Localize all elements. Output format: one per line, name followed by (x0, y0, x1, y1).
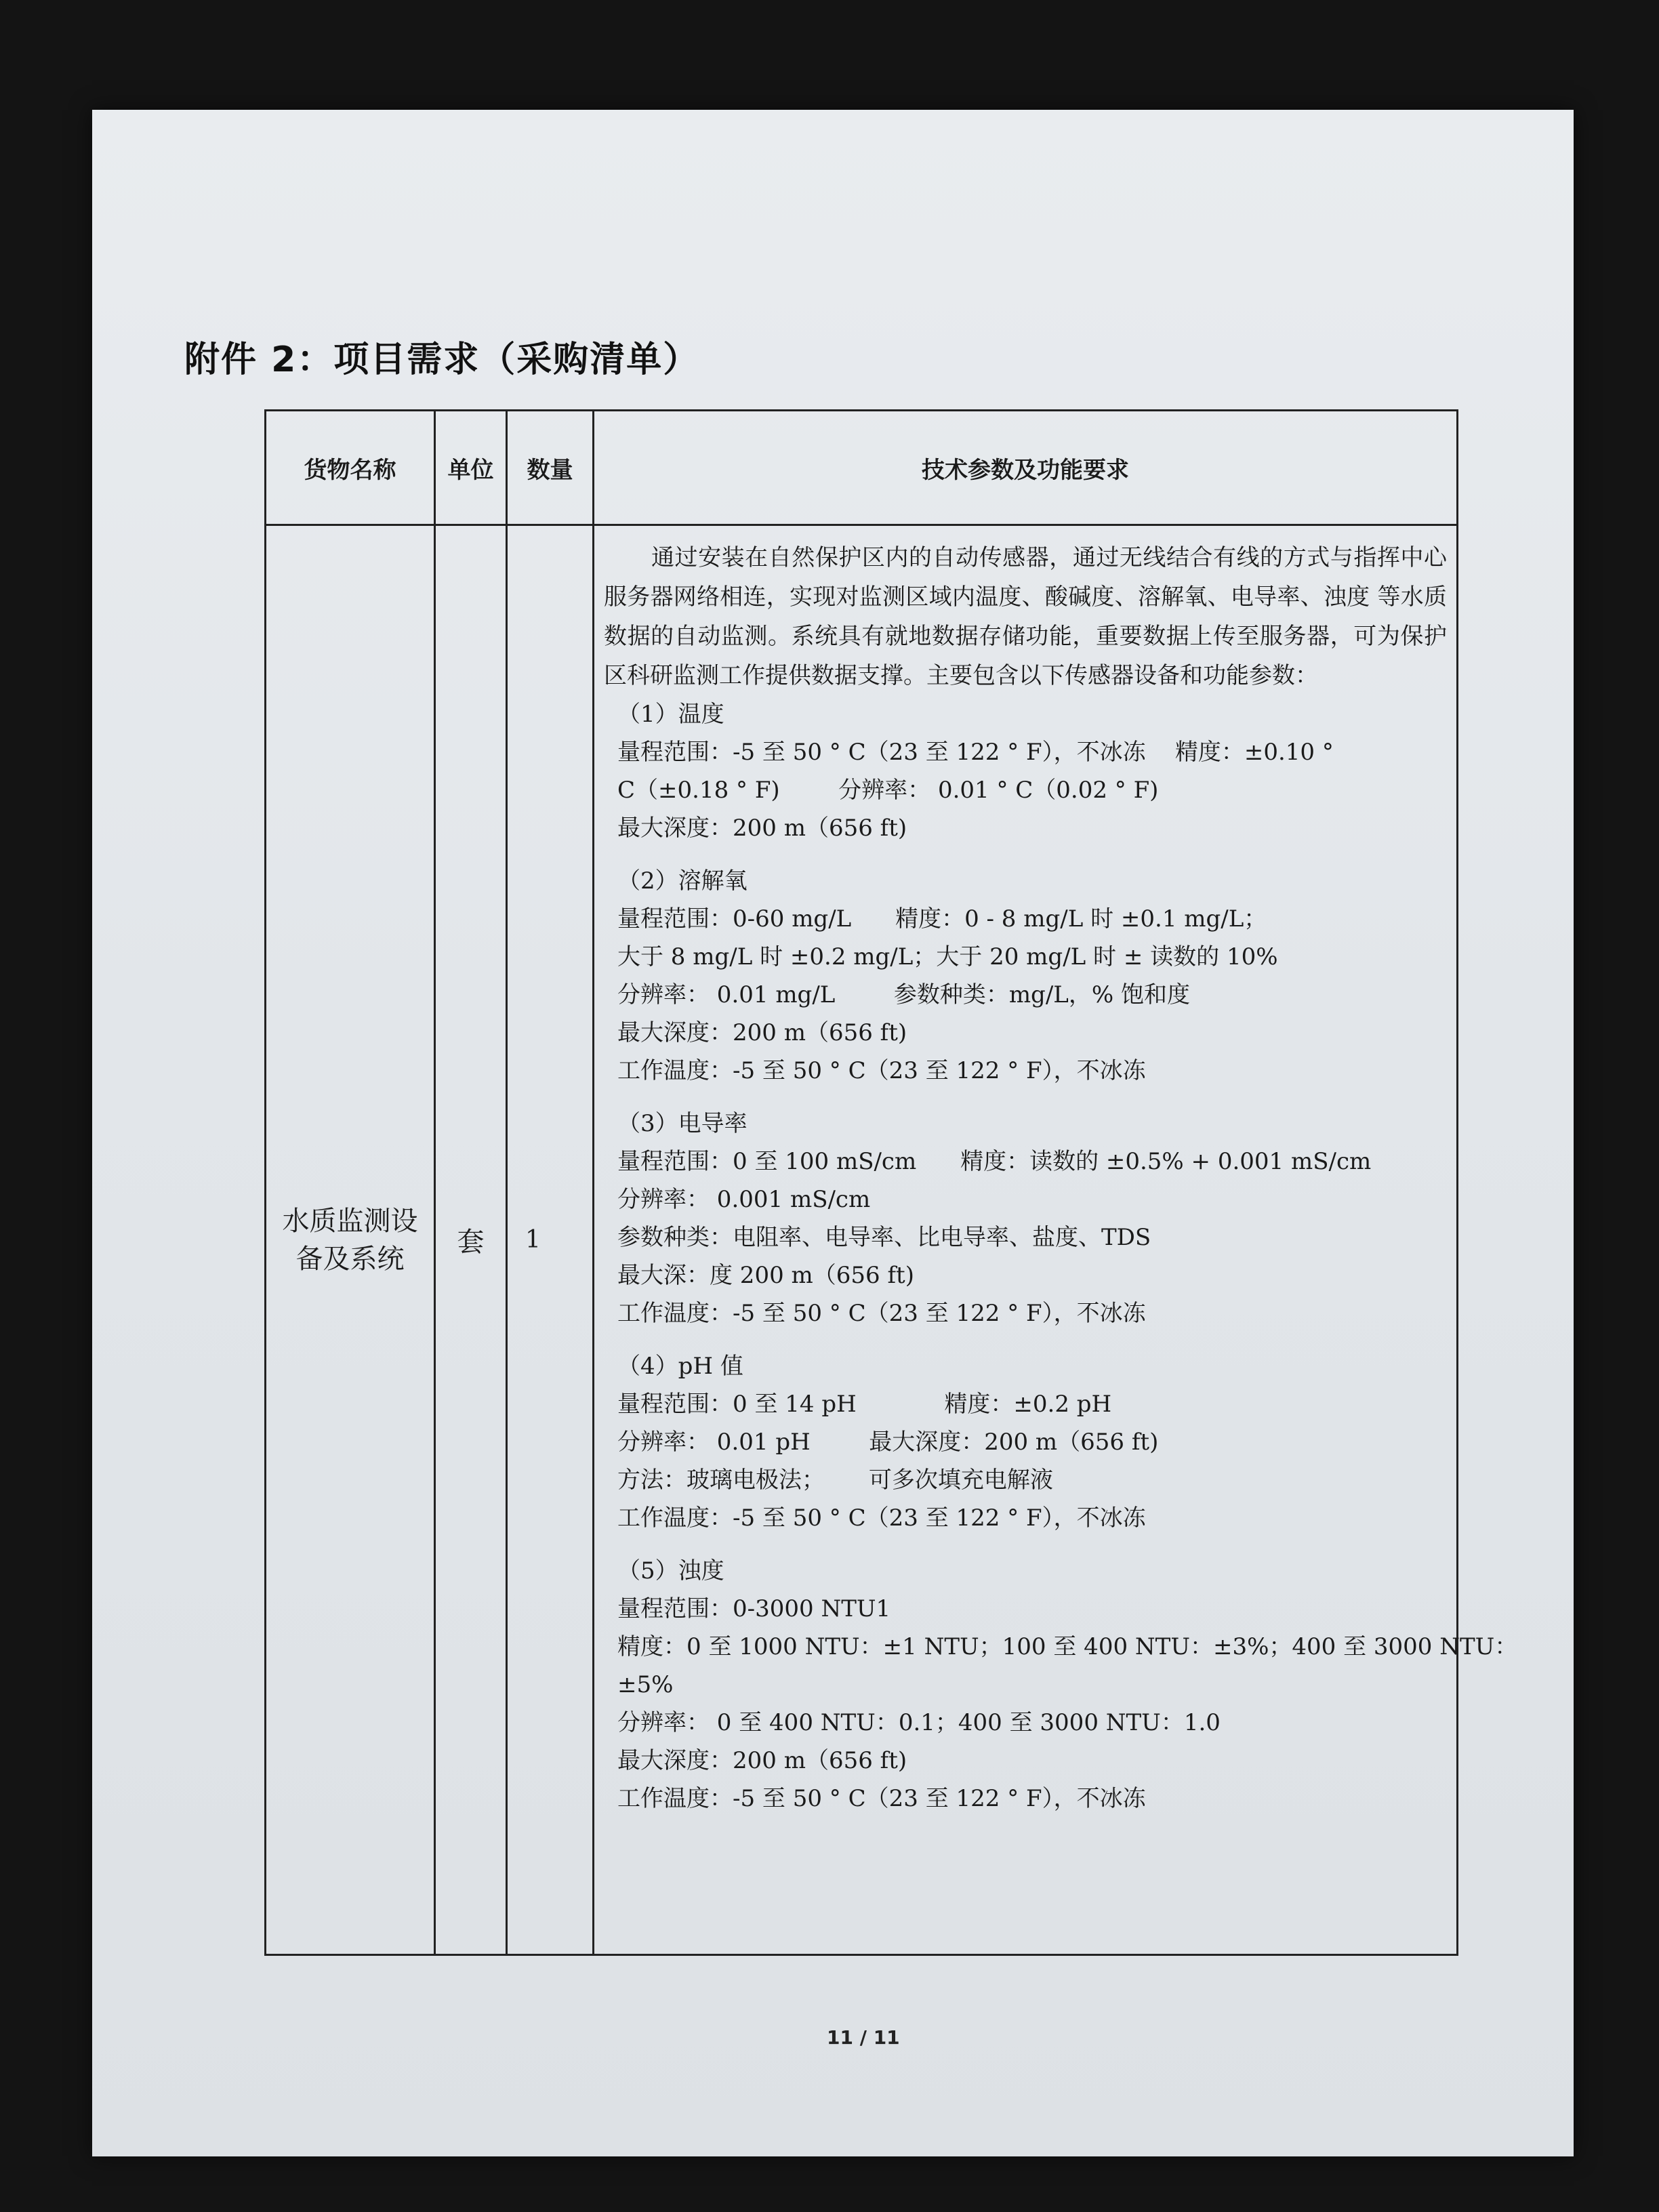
spec-line: 大于 8 mg/L 时 ±0.2 mg/L；大于 20 mg/L 时 ± 读数的 10% (617, 943, 1278, 970)
spec-line: 最大深度：200 m（656 ft) (617, 1019, 907, 1046)
spec-line: 参数种类：电阻率、电导率、比电导率、盐度、TDS (617, 1224, 1151, 1251)
spec-line: 分辨率： 0.001 mS/cm (617, 1186, 871, 1213)
spec-line: 最大深度：200 m（656 ft) (617, 815, 907, 842)
spec-line: 工作温度：-5 至 50 ° C（23 至 122 ° F），不冰冻 (617, 1785, 1146, 1812)
spec-section-heading: （5）浊度 (617, 1557, 724, 1584)
spec-line: 量程范围：0-3000 NTU1 (617, 1595, 891, 1622)
spec-line: 方法：玻璃电极法； 可多次填充电解液 (617, 1467, 1053, 1494)
spec-intro: 通过安装在自然保护区内的自动传感器，通过无线结合有线的方式与指挥中心服务器网络相连，实现对监测区域内温度、酸碱度、溶解氧、电导率、浊度 等水质数据的自动监测。系统具有就地数据存储功能，重要数据上传至服务器，可为保护区科研监测工作提供数据支撑。主要包含以下传感器设备和功能参数： (604, 544, 1447, 689)
spec-line: 分辨率： 0.01 mg/L 参数种类：mg/L，% 饱和度 (617, 981, 1190, 1008)
spec-sections (604, 695, 1518, 1818)
goods-name-cell: 水质监测设备及系统 (266, 525, 435, 1955)
spec-line: 量程范围：-5 至 50 ° C（23 至 122 ° F），不冰冻 精度：±0.10 ° (617, 739, 1334, 766)
spec-line: 量程范围：0-60 mg/L 精度：0 - 8 mg/L 时 ±0.1 mg/L； (617, 905, 1267, 933)
spec-section-heading: （4）pH 值 (617, 1353, 743, 1380)
page-number: 11 / 11 (827, 2026, 900, 2049)
spec-line: 量程范围：0 至 14 pH 精度：±0.2 pH (617, 1391, 1112, 1418)
spec-line: 量程范围：0 至 100 mS/cm 精度：读数的 ±0.5% + 0.001 mS/cm (617, 1148, 1372, 1175)
spec-line: 最大深度：200 m（656 ft) (617, 1747, 907, 1774)
unit-cell: 套 (435, 525, 507, 1955)
spec-line: 最大深：度 200 m（656 ft) (617, 1262, 914, 1289)
spec-line: 工作温度：-5 至 50 ° C（23 至 122 ° F），不冰冻 (617, 1504, 1146, 1532)
procurement-table (264, 409, 1518, 1956)
spec-line: 精度：0 至 1000 NTU：±1 NTU；100 至 400 NTU：±3%；400 至 3000 NTU： (617, 1633, 1518, 1660)
document-title: 附件 2：项目需求（采购清单） (184, 340, 700, 380)
spec-section-heading: （2）溶解氧 (617, 867, 747, 895)
spec-line: 工作温度：-5 至 50 ° C（23 至 122 ° F），不冰冻 (617, 1057, 1146, 1084)
spec-line: ±5% (617, 1671, 674, 1698)
spec-line: C（±0.18 ° F) 分辨率： 0.01 ° C（0.02 ° F) (617, 777, 1159, 804)
spec-section-heading: （3）电导率 (617, 1110, 747, 1137)
spec-line: 分辨率： 0.01 pH 最大深度：200 m（656 ft) (617, 1429, 1159, 1456)
specifications-cell (594, 525, 1518, 1955)
header-goods-name: 货物名称 (266, 411, 435, 525)
header-specifications: 技术参数及功能要求 (594, 411, 1458, 525)
spec-section-heading: （1）温度 (617, 701, 724, 728)
table-row (266, 525, 1458, 1955)
header-unit: 单位 (435, 411, 507, 525)
spec-line: 分辨率： 0 至 400 NTU：0.1；400 至 3000 NTU：1.0 (617, 1709, 1221, 1736)
quantity-cell: 1 (507, 525, 594, 1955)
spec-line: 工作温度：-5 至 50 ° C（23 至 122 ° F），不冰冻 (617, 1300, 1146, 1327)
header-quantity: 数量 (507, 411, 594, 525)
table-header-row (266, 411, 1458, 525)
